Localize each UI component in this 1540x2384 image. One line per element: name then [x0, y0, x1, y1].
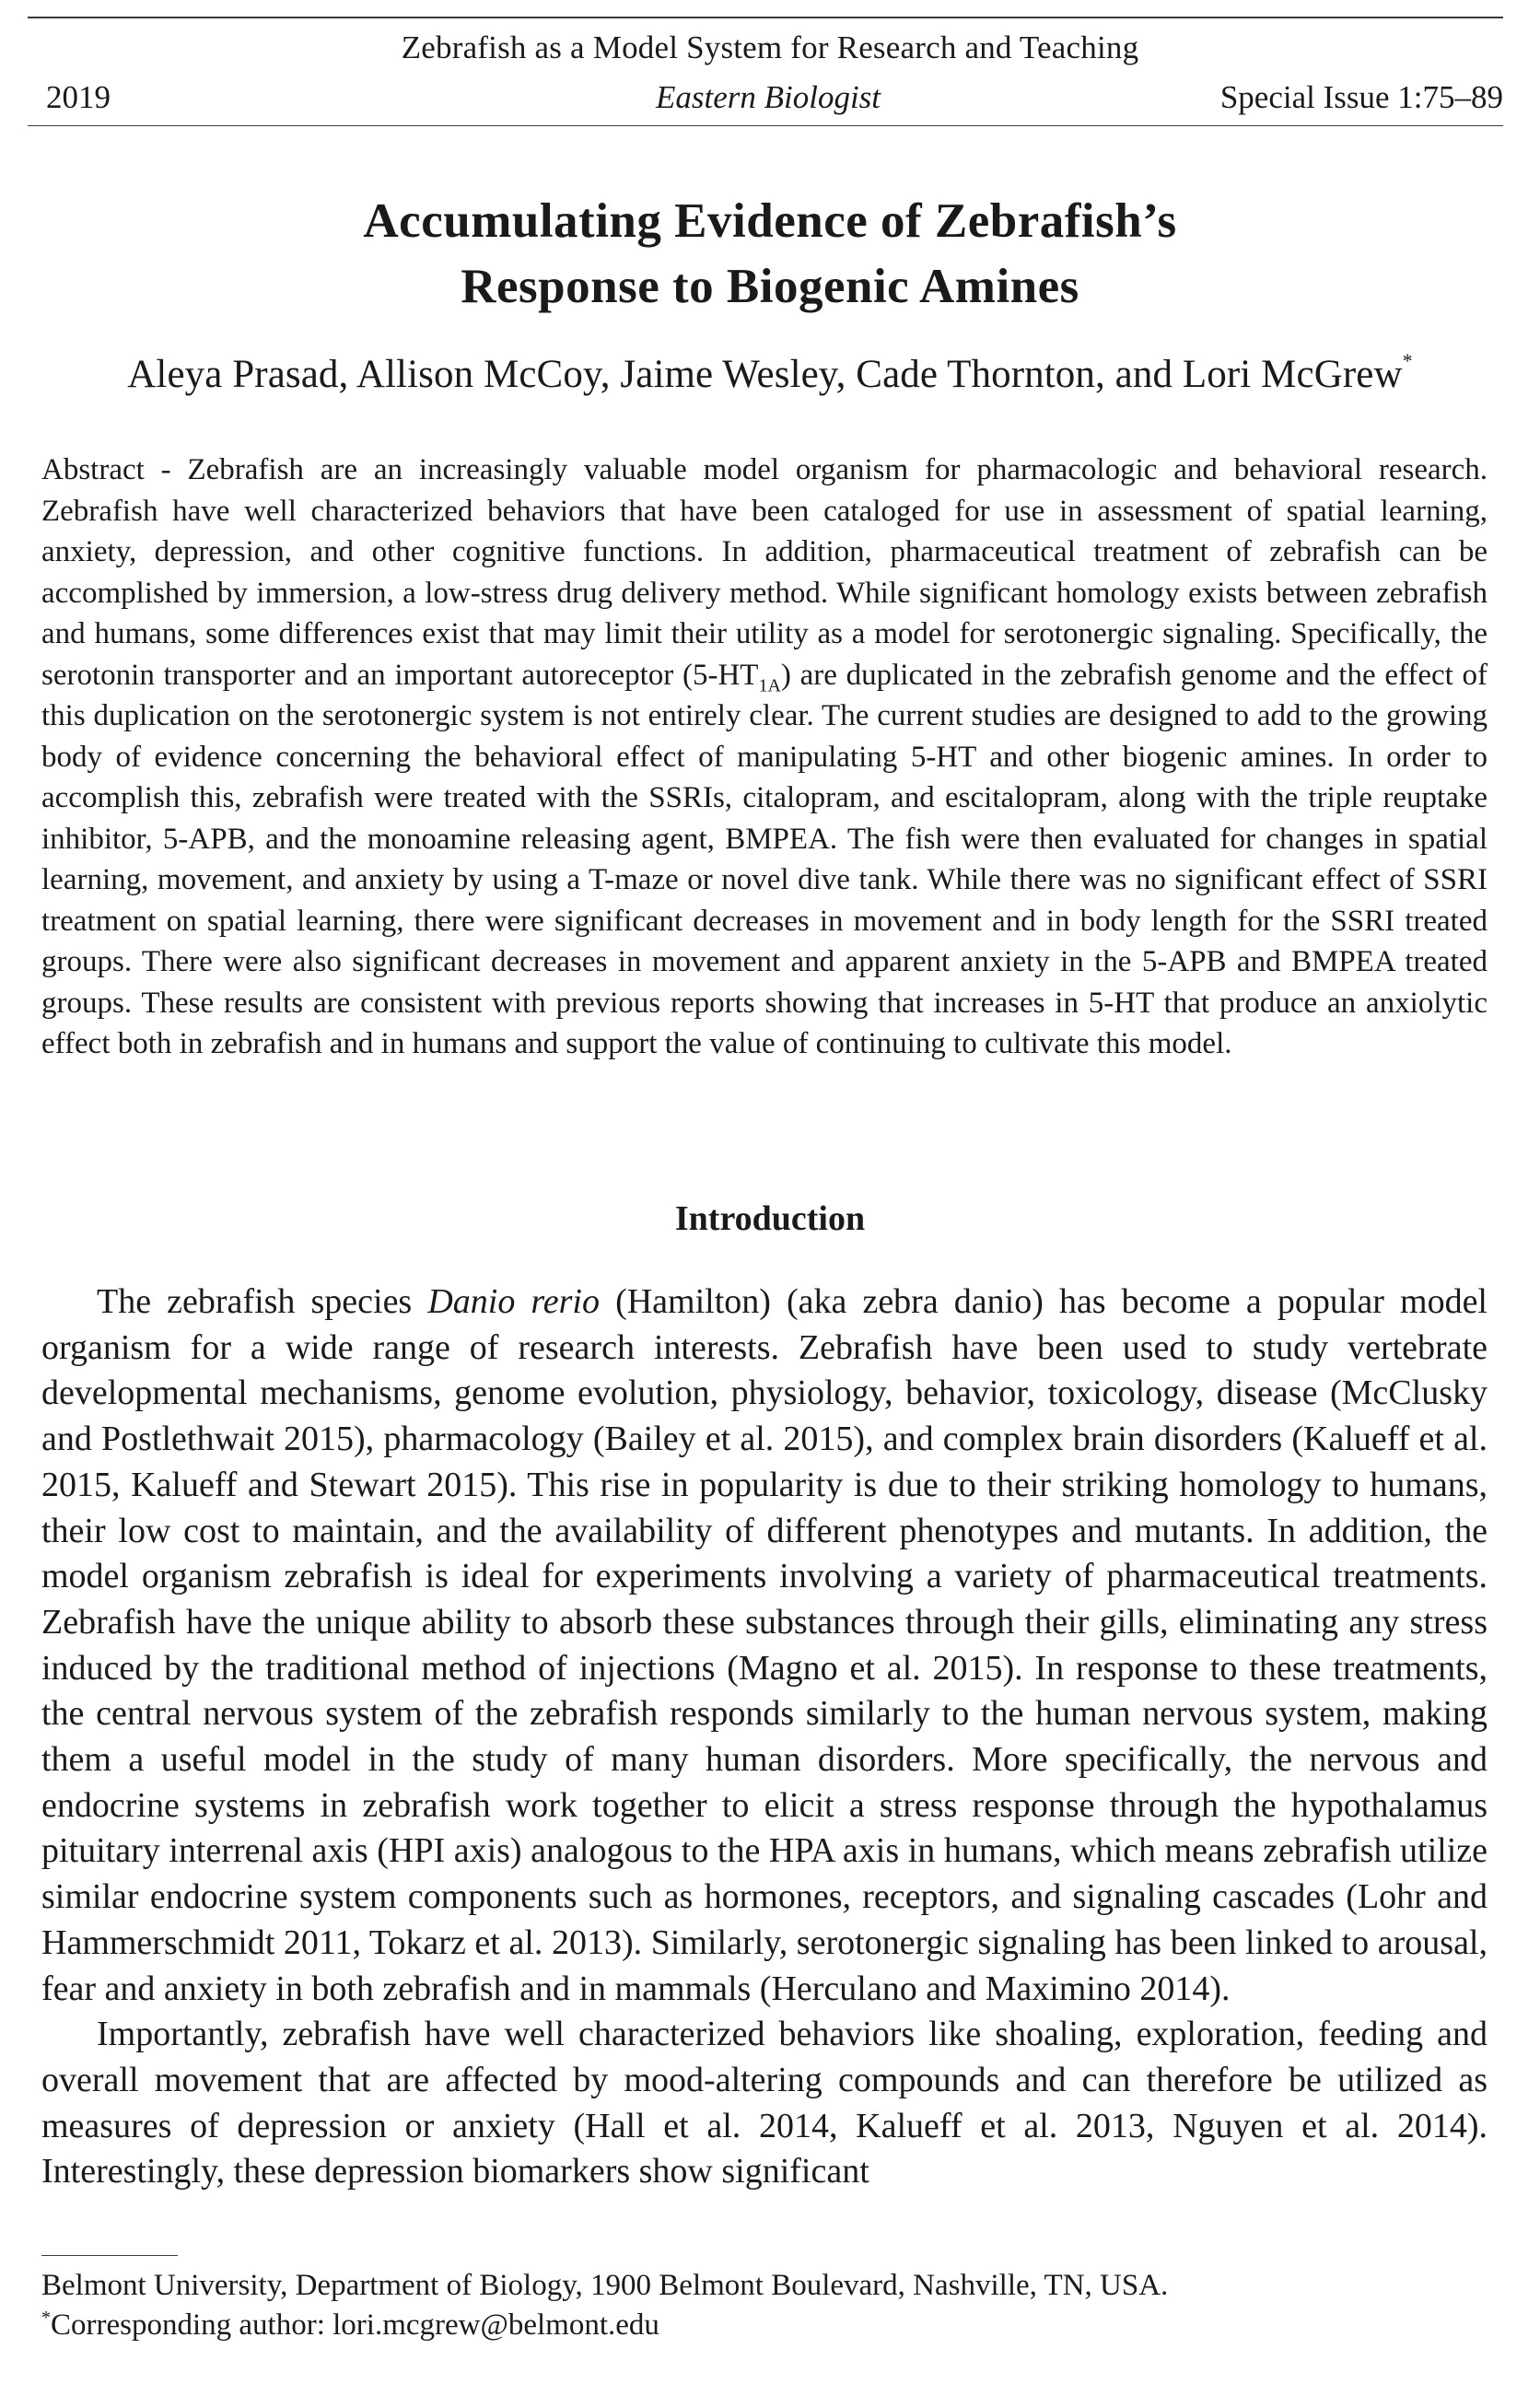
- article-title: [0, 189, 1540, 320]
- corresponding-author-text: Corresponding author: lori.mcgrew@belmont.edu: [51, 2308, 659, 2342]
- intro-paragraph-2: Importantly, zebrafish have well characterized behaviors like shoaling, exploration, feeding and overall movement that are affected by mood-altering compounds and can therefore be utilized as measures of depression or anxiety (Hall et al. 2014, Kalueff et al. 2013, Nguyen et al. 2014). Interestingly, these depression biomarkers show significant: [41, 2015, 1488, 2191]
- title-line-1: Accumulating Evidence of Zebrafish’s: [363, 194, 1177, 248]
- issue-info: Special Issue 1:75–89: [1219, 79, 1503, 115]
- species-name: Danio rerio: [427, 1282, 600, 1321]
- intro-p1-rest: (Hamilton) (aka zebra danio) has become a popular model organism for a wide range of research interests. Zebrafish have been used to study vertebrate developmental mechanisms, genome evolution, physiology, behavior, toxicology, disease (McClusky and Postlethwait 2015), pharmacology (Bailey et al. 2015), and complex brain disorders (Kalueff et al. 2015, Kalueff and Stewart 2015). This rise in popularity is due to their striking homology to humans, their low cost to maintain, and the availability of different phenotypes and mutants. In addition, the model organism zebrafish is ideal for experiments involving a variety of pharmaceutical treatments. Zebrafish have the unique ability to absorb these substances through their gills, eliminating any stress induced by the traditional method of injections (Magno et al. 2015). In response to these treatments, the central nervous system of the zebrafish responds similarly to the human nervous system, making them a useful model in the study of many human disorders. More specifically, the nervous and endocrine systems in zebrafish work together to elicit a stress response through the hypothalamus pituitary interrenal axis (HPI axis) analogous to the HPA axis in humans, which means zebrafish utilize similar endocrine system components such as hormones, receptors, and signaling cascades (Lohr and Hammerschmidt 2011, Tokarz et al. 2013). Similarly, serotonergic signaling has been linked to arousal, fear and anxiety in both zebrafish and in mammals (Herculano and Maximino 2014).: [41, 1282, 1488, 2008]
- author-list: [0, 348, 1540, 397]
- title-line-2: Response to Biogenic Amines: [461, 260, 1079, 313]
- authors-text: Aleya Prasad, Allison McCoy, Jaime Wesley, Cade Thornton, and Lori McGrew: [127, 353, 1403, 396]
- footnotes: [41, 2266, 1488, 2345]
- intro-p1-lead: The zebrafish species: [97, 1282, 428, 1321]
- header-top-rule: [28, 17, 1503, 18]
- section-heading-introduction: Introduction: [674, 1199, 866, 1238]
- corresponding-author-mark: *: [1402, 348, 1413, 372]
- footnote-rule: [41, 2255, 178, 2256]
- abstract-text-part1: Abstract - Zebrafish are an increasingly valuable model organism for pharmacologic and behavioral research. Zebrafish have well characterized behaviors that have been cataloged for use in assessment of spatial learning, anxiety, depression, and other cognitive functions. In addition, pharmaceutical treatment of zebrafish can be accomplished by immersion, a low-stress drug delivery method. While significant homology exists between zebrafish and humans, some differences exist that may limit their utility as a model for serotonergic signaling. Specifically, the serotonin transporter and an important autoreceptor (5-HT: [41, 453, 1488, 692]
- footnote-mark: *: [41, 2308, 51, 2328]
- abstract-subscript: 1A: [758, 675, 781, 696]
- publication-year: 2019: [46, 79, 111, 115]
- introduction-body: [41, 1280, 1488, 2195]
- journal-info-row: [33, 79, 1503, 120]
- journal-name: Eastern Biologist: [655, 79, 881, 115]
- header-bottom-rule: [28, 125, 1503, 126]
- corresponding-footnote: [41, 2306, 1488, 2345]
- abstract: [41, 450, 1488, 1065]
- abstract-text-part2: ) are duplicated in the zebrafish genome and the effect of this duplication on the serotonergic system is not entirely clear. The current studies are designed to add to the growing body of evidence concerning the behavioral effect of manipulating 5-HT and other biogenic amines. In order to accomplish this, zebrafish were treated with the SSRIs, citalopram, and escitalopram, along with the triple reuptake inhibitor, 5-APB, and the monoamine releasing agent, BMPEA. The fish were then evaluated for changes in spatial learning, movement, and anxiety by using a T-maze or novel dive tank. While there was no significant effect of SSRI treatment on spatial learning, there were significant decreases in movement and in body length for the SSRI treated groups. There were also significant decreases in movement and apparent anxiety in the 5-APB and BMPEA treated groups. These results are consistent with previous reports showing that increases in 5-HT that produce an anxiolytic effect both in zebrafish and in humans and support the value of continuing to cultivate this model.: [41, 658, 1488, 1060]
- intro-paragraph-1: [41, 1280, 1488, 2012]
- affiliation-footnote: Belmont University, Department of Biology, 1900 Belmont Boulevard, Nashville, TN, USA.: [41, 2269, 1169, 2302]
- running-title: Zebrafish as a Model System for Research and Teaching: [401, 29, 1139, 65]
